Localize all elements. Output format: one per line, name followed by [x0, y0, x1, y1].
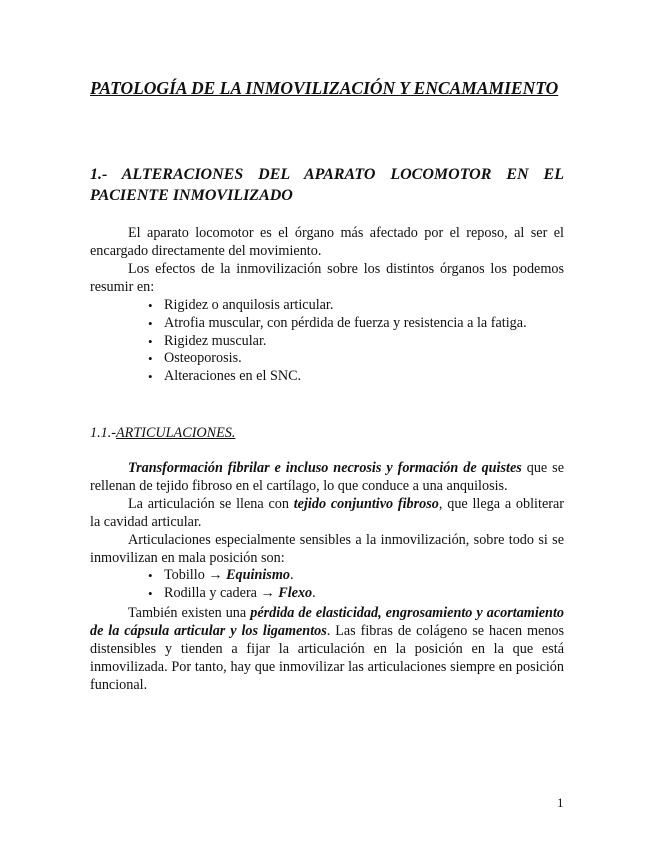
subsection-title: 1.1.-ARTICULACIONES.	[90, 425, 236, 441]
bullet-list	[142, 567, 316, 603]
bullet-list	[142, 297, 527, 386]
list-item: • Atrofia muscular, con pérdida de fuerza y resistencia a la fatiga.	[148, 314, 527, 331]
page-number: 1	[557, 795, 564, 810]
paragraph: Articulaciones especialmente sensibles a la inmovilización, sobre todo si se inmovilizan en mala posición son:	[90, 532, 564, 566]
bullet-icon: •	[148, 333, 153, 349]
list-item: • Alteraciones en el SNC.	[148, 368, 302, 385]
bullet-icon: •	[148, 568, 153, 583]
paragraph: La articulación se llena con tejido conjuntivo fibroso, que llega a obliterar la cavidad articular.	[90, 496, 564, 530]
paragraph: También existen una pérdida de elasticidad, engrosamiento y acortamiento de la cápsula articular y los ligamentos. Las fibras de colágeno se hacen menos distensibles y tienden a fijar la articulación en la posición en la que está inmovilizada. Por tanto, hay que inmovilizar las articulaciones siempre en posición funcional.	[90, 605, 564, 693]
list-item: • Rigidez o anquilosis articular.	[148, 297, 334, 313]
list-item: • Tobillo → Equinismo.	[148, 567, 294, 583]
bullet-icon: •	[148, 315, 153, 331]
list-item: • Osteoporosis.	[148, 350, 242, 367]
bullet-icon: •	[148, 585, 153, 601]
paragraph: Los efectos de la inmovilización sobre los distintos órganos los podemos resumir en:	[90, 261, 564, 295]
paragraph: El aparato locomotor es el órgano más afectado por el reposo, al ser el encargado directamente del movimiento.	[90, 225, 564, 259]
bullet-icon: •	[148, 298, 153, 313]
bullet-icon: •	[148, 369, 153, 385]
bullet-icon: •	[148, 351, 153, 367]
section-title: 1.- ALTERACIONES DEL APARATO LOCOMOTOR EN EL PACIENTE INMOVILIZADO	[90, 166, 564, 204]
list-item: • Rodilla y cadera → Flexo.	[148, 584, 316, 601]
document-title: PATOLOGÍA DE LA INMOVILIZACIÓN Y ENCAMAMIENTO	[90, 78, 559, 98]
list-item: • Rigidez muscular.	[148, 332, 267, 349]
paragraph: Transformación fibrilar e incluso necrosis y formación de quistes que se rellenan de tejido fibroso en el cartílago, lo que conduce a una anquilosis.	[90, 460, 564, 494]
